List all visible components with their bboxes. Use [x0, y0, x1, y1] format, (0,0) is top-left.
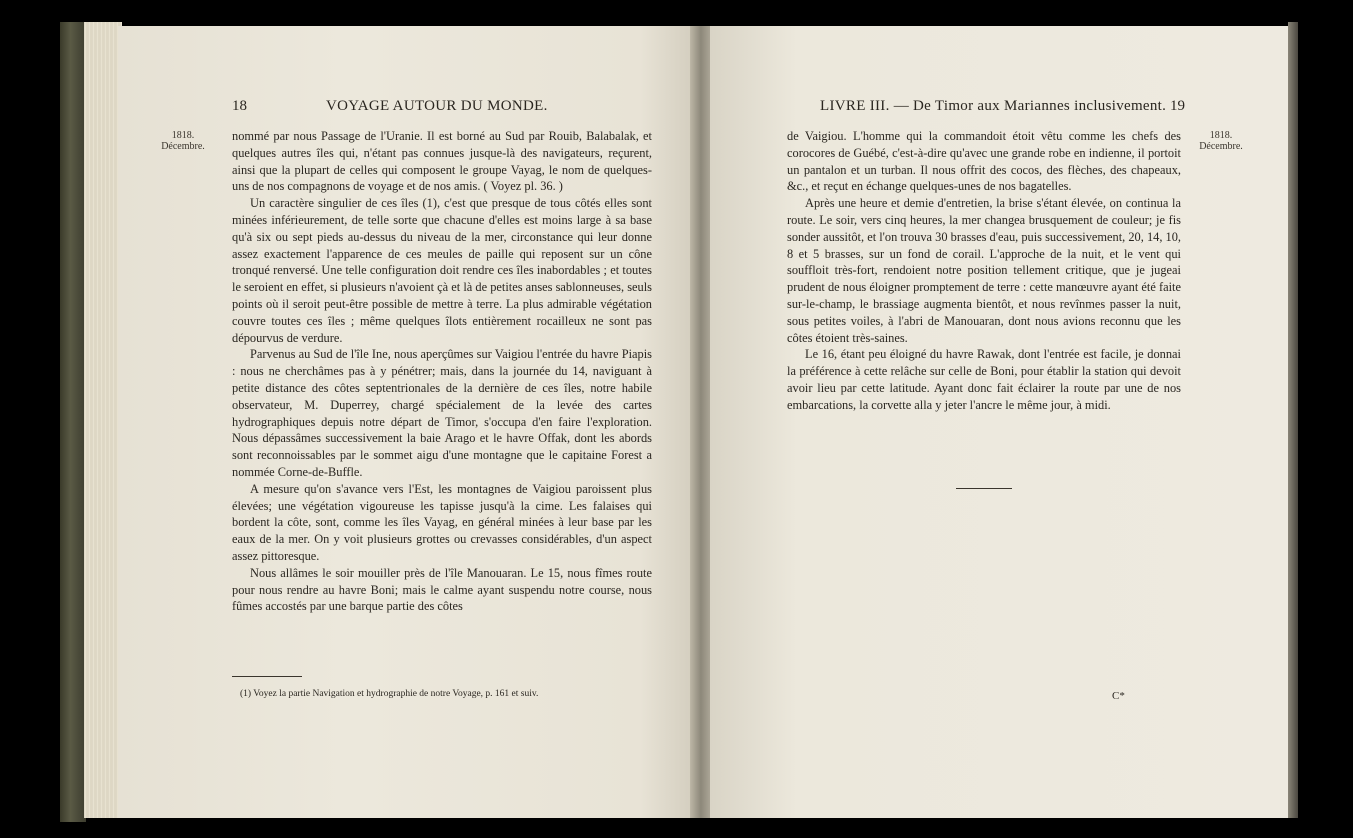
- section-end-rule: [956, 488, 1012, 489]
- left-paragraph: nommé par nous Passage de l'Uranie. Il est borné au Sud par Rouib, Balabalak, et quelques autres îles qui, n'étant pas connues jusque-là des navigateurs, reçurent, ainsi que la plupart de celles qui composent le groupe Vayag, le nom de quelques-uns de nos compagnons de voyage et de nos amis. ( Voyez pl. 36. ): [232, 129, 652, 194]
- left-paragraph: Nous allâmes le soir mouiller près de l'île Manouaran. Le 15, nous fîmes route pour nous rendre au havre Boni; mais le calme ayant suspendu notre course, nous fûmes accostés par une barque partie des côtes: [232, 565, 652, 614]
- left-paragraph: Un caractère singulier de ces îles (1), c'est que presque de tous côtés elles sont minées inférieurement, de telle sorte que chacune d'elles est moins large à sa base qu'à six ou sept pieds au-dessus du niveau de la mer, circonstance qui leur donne assez exactement l'apparence de ces meules de paille qui reposent sur un cône tronqué renversé. Une telle configuration doit rendre ces îles inabordables ; et toutes le seroient en effet, si plusieurs n'avoient çà et là de petites anses sablonneuses, seuls points où il seroit peut-être possible de mettre à terre. La plus admirable végétation couvre toutes ces îles ; même quelques îlots entièrement rocailleux ne sont pas dépourvus de verdure.: [232, 196, 652, 345]
- right-page-edge: [1288, 22, 1298, 818]
- right-body-text: [787, 128, 1181, 414]
- left-paragraph: Parvenus au Sud de l'île Ine, nous aperçûmes sur Vaigiou l'entrée du havre Piapis : nous ne cherchâmes pas à y pénétrer; mais, dans la journée du 14, naviguant à petite distance des côtes septentrionales de la dernière de ces îles, notre habile observateur, M. Duperrey, chargé spécialement de la levée des cartes hydrographiques depuis notre départ de Timor, s'occupa d'en faire l'exploration. Nous dépassâmes successivement la baie Arago et le havre Offak, dont les abords sont reconnoissables par le sommet aigu d'une montagne que le capitaine Forest a nommée Corne-de-Buffle.: [232, 347, 652, 479]
- left-page-number: 18: [232, 98, 247, 114]
- right-margin-note: [1196, 130, 1246, 152]
- left-paragraph: A mesure qu'on s'avance vers l'Est, les montagnes de Vaigiou paroissent plus élevées; une végétation vigoureuse les tapisse jusqu'à la cime. Les falaises qui bordent la côte, sont, comme les îles Vayag, en général minées à leur base par les eaux de la mer. On y voit plusieurs grottes ou crevasses considérables, d'un aspect assez pittoresque.: [232, 481, 652, 563]
- signature-mark: C*: [1112, 690, 1125, 702]
- left-running-head: VOYAGE AUTOUR DU MONDE.: [326, 98, 548, 114]
- left-margin-year: 1818.: [171, 130, 195, 141]
- right-paragraph: de Vaigiou. L'homme qui la commandoit étoit vêtu comme les chefs des corocores de Guébé, c'est-à-dire qu'avec une grande robe en indienne, il portoit un pantalon et un turban. Il nous offrit des cocos, des flèches, des chapeaux, &c., et reçut en échange quelques-unes de nos bagatelles.: [787, 129, 1181, 194]
- left-margin-month: Décembre.: [161, 141, 205, 152]
- book-cover-edge: [60, 22, 86, 822]
- right-margin-year: 1818.: [1209, 130, 1233, 141]
- right-paragraph: Le 16, étant peu éloigné du havre Rawak, dont l'entrée est facile, je donnai la préférence à cette relâche sur celle de Boni, pour établir la station qui devoit avoir lieu par cette latitude. Ayant donc fait éclairer la route par une de nos embarcations, la corvette alla y jeter l'ancre le même jour, à midi.: [787, 347, 1181, 412]
- left-body-text: [232, 128, 652, 615]
- right-running-head: LIVRE III. — De Timor aux Mariannes inclusivement.: [820, 98, 1167, 114]
- page-edges: [84, 22, 122, 818]
- right-margin-month: Décembre.: [1199, 141, 1243, 152]
- right-page-number: 19: [1170, 98, 1185, 114]
- right-paragraph: Après une heure et demie d'entretien, la brise s'étant élevée, on continua la route. Le soir, vers cinq heures, la mer changea brusquement de couleur; je fis sonder aussitôt, et l'on trouva 30 brasses d'eau, puis successivement, 20, 14, 10, 8 et 5 brasses, sur un fond de corail. L'approche de la nuit, et le vent qui souffloit très-fort, rendoient notre position tellement critique, que je jugeai prudent de nous éloigner promptement de terre : cette manœuvre ayant été faite sur-le-champ, le brassiage augmenta bientôt, et nous revînmes passer la nuit, sous petites voiles, à l'abri de Manouaran, dont nous avions reconnu que les côtes étoient très-saines.: [787, 196, 1182, 345]
- left-footnote: (1) Voyez la partie Navigation et hydrographie de notre Voyage, p. 161 et suiv.: [240, 689, 539, 699]
- left-margin-note: [158, 130, 208, 152]
- footnote-rule: [232, 676, 302, 677]
